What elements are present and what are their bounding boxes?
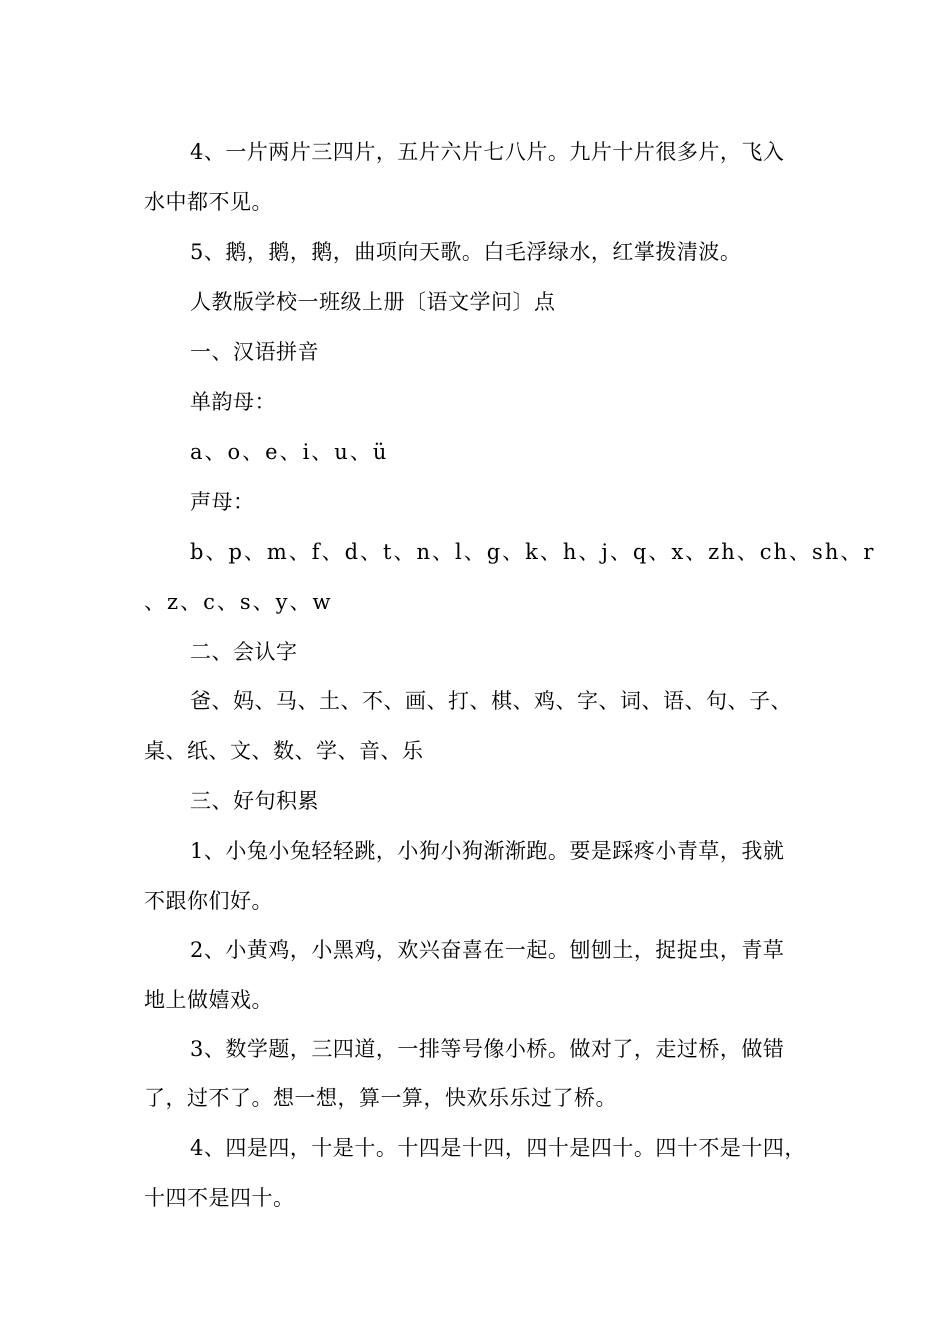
chars-list-line-1: 爸、妈、马、土、不、画、打、棋、鸡、字、词、语、句、子、 <box>190 689 792 713</box>
initials-list-line-1: b、p、m、f、d、t、n、l、g、k、h、j、q、x、zh、ch、sh、r <box>190 540 876 564</box>
sentence-3-line-1: 3、数学题，三四道，一排等号像小桥。做对了，走过桥，做错 <box>190 1037 785 1061</box>
sentence-4-line-1: 4、四是四，十是十。十四是十四，四十是四十。四十不是十四， <box>190 1136 806 1160</box>
heading-good-sentences: 三、好句积累 <box>190 789 319 813</box>
heading-recognize-chars: 二、会认字 <box>190 640 298 664</box>
label-single-finals: 单韵母： <box>190 390 276 414</box>
poem-5: 5、鹅，鹅，鹅，曲项向天歌。白毛浮绿水，红掌拨清波。 <box>190 240 742 264</box>
label-initials: 声母： <box>190 490 255 514</box>
heading-pinyin: 一、汉语拼音 <box>190 340 319 364</box>
initials-list-line-2: 、z、c、s、y、w <box>144 590 333 614</box>
sentence-4-line-2: 十四不是四十。 <box>144 1186 295 1210</box>
poem-4-line-2: 水中都不见。 <box>144 190 273 214</box>
section-title: 人教版学校一班级上册〔语文学问〕点 <box>190 290 556 314</box>
sentence-1-line-1: 1、小兔小兔轻轻跳，小狗小狗渐渐跑。要是踩疼小青草，我就 <box>190 839 785 863</box>
single-finals-list: a、o、e、i、u、ü <box>190 440 389 464</box>
sentence-3-line-2: 了，过不了。想一想，算一算，快欢乐乐过了桥。 <box>144 1086 617 1110</box>
sentence-2-line-1: 2、小黄鸡，小黑鸡，欢兴奋喜在一起。刨刨土，捉捉虫，青草 <box>190 938 785 962</box>
sentence-2-line-2: 地上做嬉戏。 <box>144 988 273 1012</box>
poem-4-line-1: 4、一片两片三四片，五片六片七八片。九片十片很多片，飞入 <box>190 140 785 164</box>
chars-list-line-2: 桌、纸、文、数、学、音、乐 <box>144 739 424 763</box>
sentence-1-line-2: 不跟你们好。 <box>144 889 273 913</box>
